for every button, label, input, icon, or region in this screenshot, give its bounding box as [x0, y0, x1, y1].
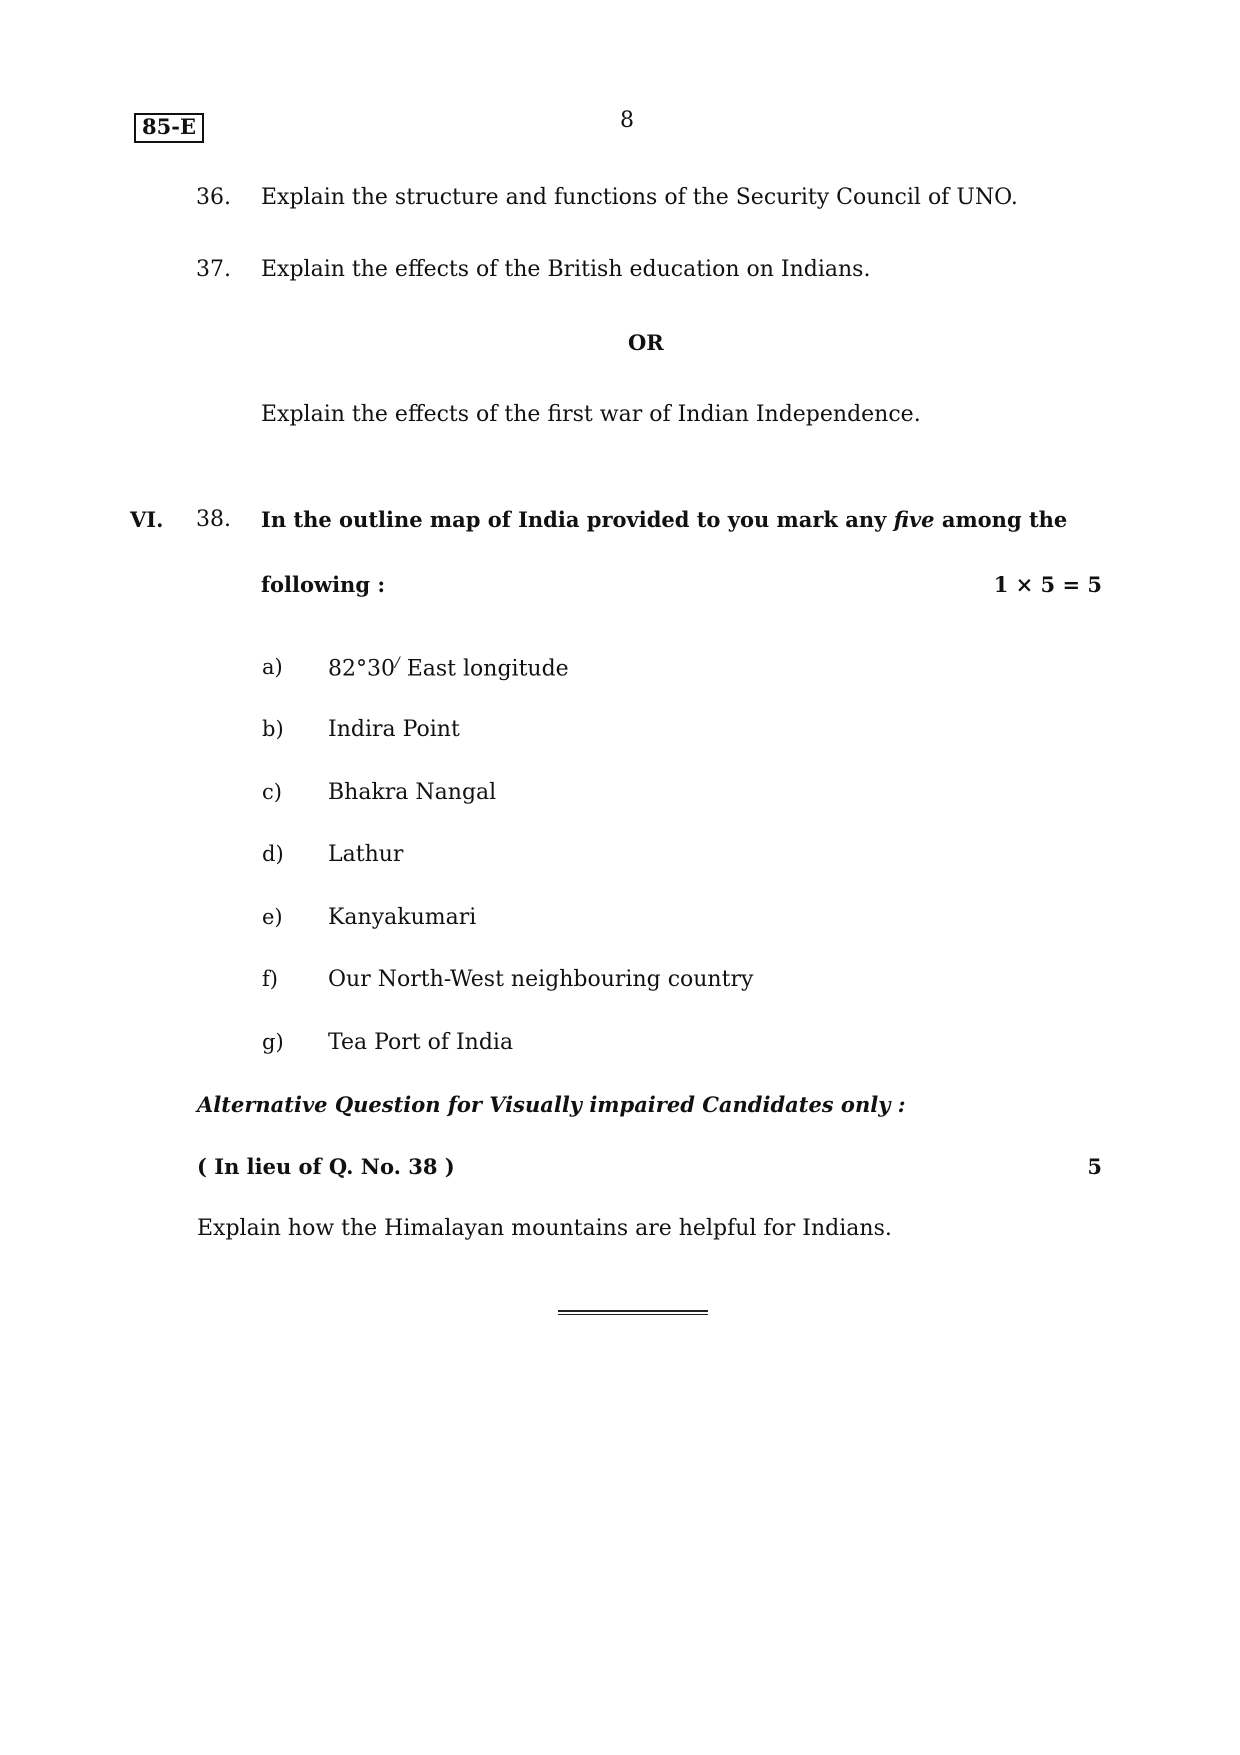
- option-label-d: d): [262, 842, 284, 866]
- question-38-text-line2: following :: [261, 572, 386, 597]
- question-37-alternative: Explain the effects of the first war of Indian Independence.: [261, 402, 921, 427]
- end-of-page-rule: [558, 1310, 708, 1315]
- question-38-text-end: among the: [934, 507, 1068, 532]
- option-d: Lathur: [328, 842, 404, 867]
- alternative-marks: 5: [1087, 1154, 1102, 1179]
- option-label-b: b): [262, 717, 284, 741]
- question-38-text: [261, 507, 1101, 532]
- option-g: Tea Port of India: [328, 1030, 514, 1055]
- question-36-text: Explain the structure and functions of the Security Council of UNO.: [261, 185, 1018, 210]
- option-a: [328, 655, 569, 681]
- option-a-minute-mark: /: [395, 655, 400, 671]
- alternative-lieu: ( In lieu of Q. No. 38 ): [197, 1154, 455, 1179]
- option-label-a: a): [262, 655, 283, 679]
- option-label-e: e): [262, 905, 283, 929]
- option-label-f: f): [262, 967, 278, 991]
- question-38-marks: 1 × 5 = 5: [993, 572, 1102, 597]
- alternative-heading: Alternative Question for Visually impaired Candidates only :: [197, 1092, 906, 1117]
- paper-code: 85-E: [134, 113, 204, 143]
- section-label: VI.: [130, 507, 164, 532]
- option-a-rest: East longitude: [399, 656, 569, 682]
- question-36-number: 36.: [196, 185, 231, 210]
- question-37-text: Explain the effects of the British education on Indians.: [261, 257, 871, 282]
- option-c: Bhakra Nangal: [328, 780, 497, 805]
- option-b: Indira Point: [328, 717, 460, 742]
- option-e: Kanyakumari: [328, 905, 477, 930]
- or-divider: OR: [628, 330, 664, 355]
- question-37-number: 37.: [196, 257, 231, 282]
- question-38-emphasis: five: [893, 507, 935, 532]
- page-number: 8: [620, 108, 634, 133]
- alternative-question-text: Explain how the Himalayan mountains are helpful for Indians.: [197, 1216, 892, 1241]
- option-a-degrees: 82°30: [328, 656, 395, 682]
- question-38-number: 38.: [196, 507, 231, 532]
- option-label-c: c): [262, 780, 282, 804]
- option-label-g: g): [262, 1030, 284, 1054]
- option-f: Our North-West neighbouring country: [328, 967, 754, 992]
- question-38-text-start: In the outline map of India provided to you mark any: [261, 507, 894, 532]
